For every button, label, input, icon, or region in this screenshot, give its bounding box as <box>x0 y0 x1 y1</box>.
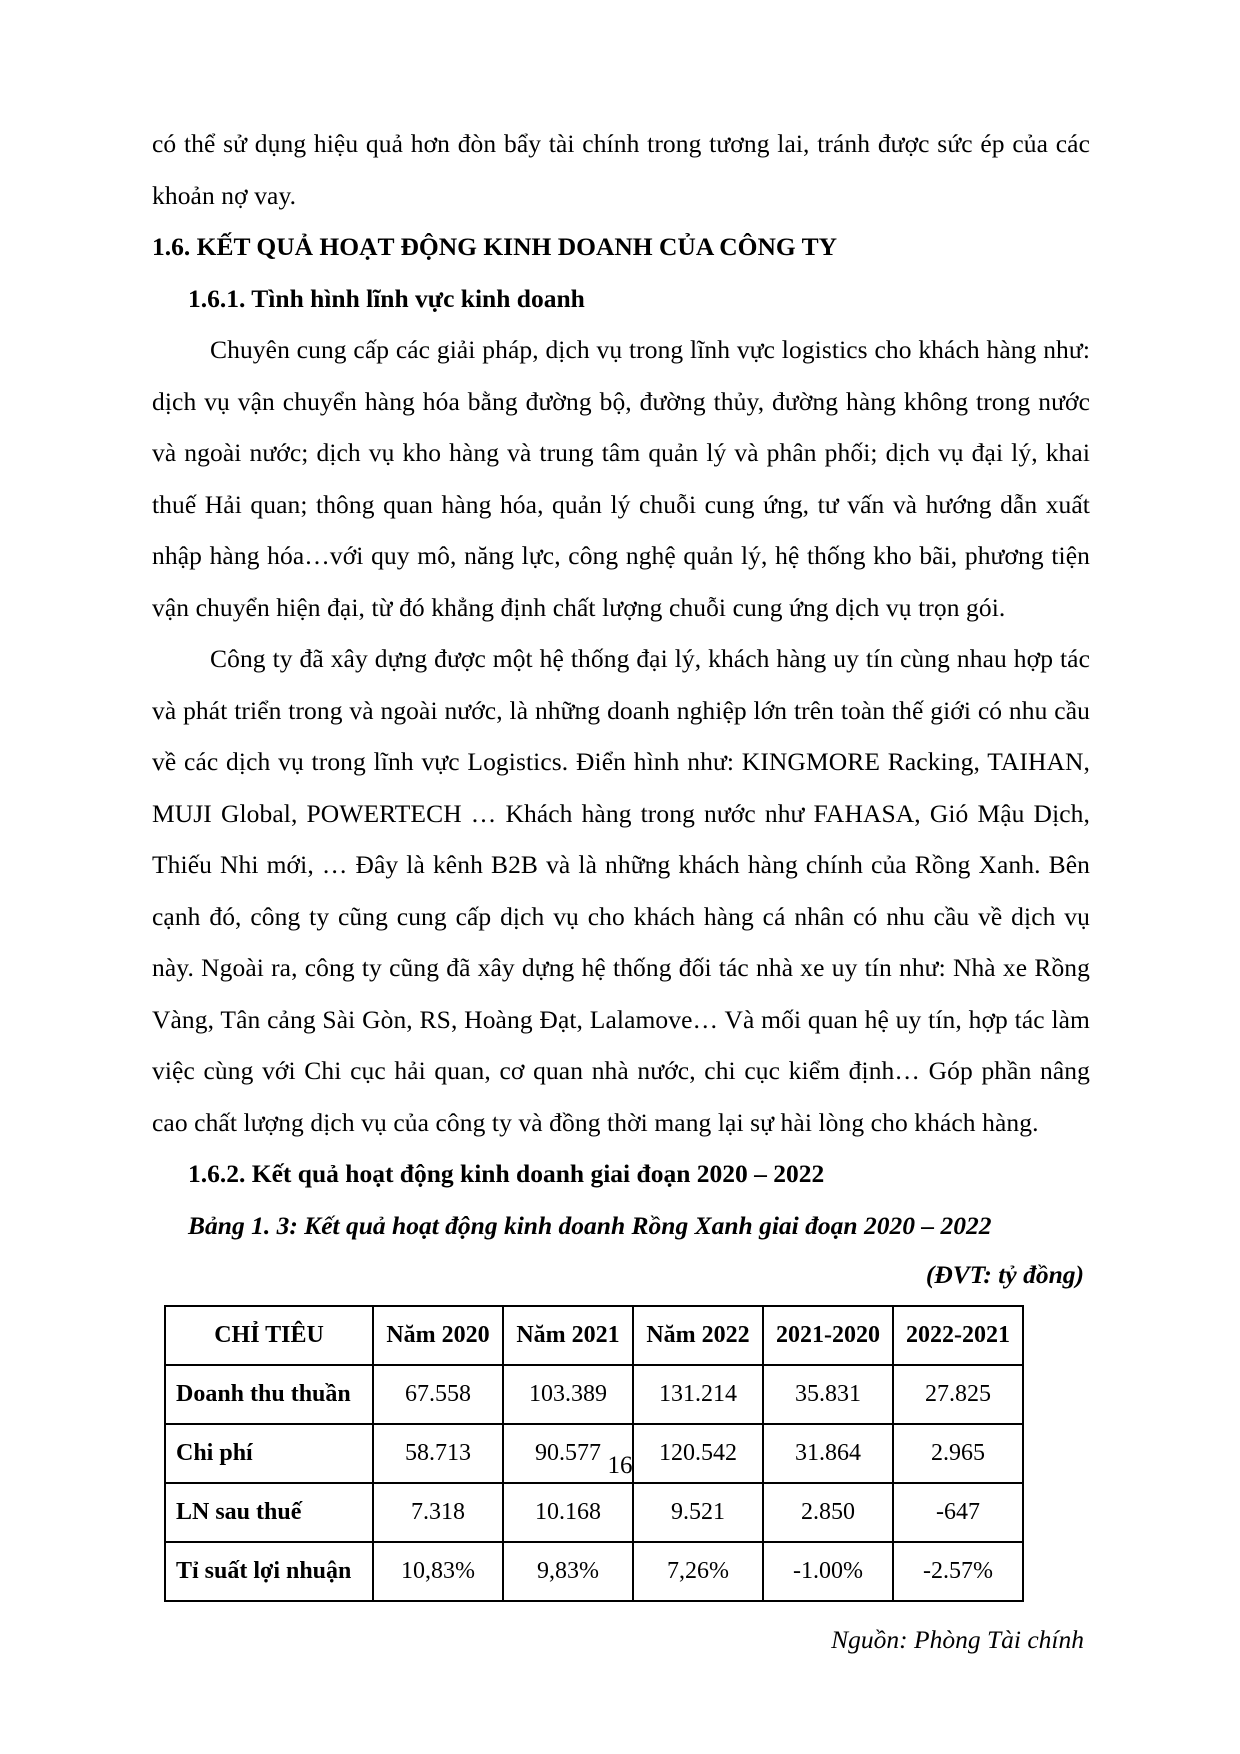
table-source: Nguồn: Phòng Tài chính <box>831 1625 1084 1655</box>
row-label: Tỉ suất lợi nhuận <box>165 1542 373 1601</box>
cell-value: 67.558 <box>373 1365 503 1424</box>
cell-value: 2.965 <box>893 1424 1023 1483</box>
cell-value: 120.542 <box>633 1424 763 1483</box>
table-header-row <box>165 1306 1023 1365</box>
table-row <box>165 1483 1023 1542</box>
column-header-year-2020: Năm 2020 <box>373 1306 503 1365</box>
heading-section-1-6-2: 1.6.2. Kết quả hoạt động kinh doanh giai đoạn 2020 – 2022 <box>188 1159 825 1188</box>
column-header-indicator: CHỈ TIÊU <box>165 1306 373 1365</box>
cell-value: 7.318 <box>373 1483 503 1542</box>
cell-value: 10.168 <box>503 1483 633 1542</box>
table-unit-label: (ĐVT: tỷ đồng) <box>925 1260 1084 1289</box>
cell-value: -2.57% <box>893 1542 1023 1601</box>
paragraph-partners: Công ty đã xây dựng được một hệ thống đại lý, khách hàng uy tín cùng nhau hợp tác và phát triển trong và ngoài nước, là những doanh nghiệp lớn trên toàn thế giới có nhu cầu về các dịch vụ trong lĩnh vực Logistics. Điển hình như: KINGMORE Racking, TAIHAN, MUJI Global, POWERTECH … Khách hàng trong nước như FAHASA, Gió Mậu Dịch, Thiếu Nhi mới, … Đây là kênh B2B và là những khách hàng chính của Rồng Xanh. Bên cạnh đó, công ty cũng cung cấp dịch vụ cho khách hàng cá nhân có nhu cầu về dịch vụ này. Ngoài ra, công ty cũng đã xây dựng hệ thống đối tác nhà xe uy tín như: Nhà xe Rồng Vàng, Tân cảng Sài Gòn, RS, Hoàng Đạt, Lalamove… Và mối quan hệ uy tín, hợp tác làm việc cùng với Chi cục hải quan, cơ quan nhà nước, chi cục kiểm định… Góp phần nâng cao chất lượng dịch vụ của công ty và đồng thời mang lại sự hài lòng cho khách hàng. <box>152 644 1090 1137</box>
cell-value: 7,26% <box>633 1542 763 1601</box>
row-label: LN sau thuế <box>165 1483 373 1542</box>
cell-value: 9.521 <box>633 1483 763 1542</box>
column-header-year-2021: Năm 2021 <box>503 1306 633 1365</box>
column-header-delta-2022-2021: 2022-2021 <box>893 1306 1023 1365</box>
row-label: Chi phí <box>165 1424 373 1483</box>
column-header-delta-2021-2020: 2021-2020 <box>763 1306 893 1365</box>
cell-value: 10,83% <box>373 1542 503 1601</box>
cell-value: 2.850 <box>763 1483 893 1542</box>
table-row <box>165 1365 1023 1424</box>
cell-value: 131.214 <box>633 1365 763 1424</box>
paragraph-business-scope: Chuyên cung cấp các giải pháp, dịch vụ trong lĩnh vực logistics cho khách hàng như: dịch vụ vận chuyển hàng hóa bằng đường bộ, đường thủy, đường hàng không trong nước và ngoài nước; dịch vụ kho hàng và trung tâm quản lý và phân phối; dịch vụ đại lý, khai thuế Hải quan; thông quan hàng hóa, quản lý chuỗi cung ứng, tư vấn và hướng dẫn xuất nhập hàng hóa…với quy mô, năng lực, công nghệ quản lý, hệ thống kho bãi, phương tiện vận chuyển hiện đại, từ đó khẳng định chất lượng chuỗi cung ứng dịch vụ trọn gói. <box>152 335 1090 622</box>
cell-value: 103.389 <box>503 1365 633 1424</box>
heading-section-1-6-1: 1.6.1. Tình hình lĩnh vực kinh doanh <box>188 283 585 313</box>
cell-value: 27.825 <box>893 1365 1023 1424</box>
cell-value: -647 <box>893 1483 1023 1542</box>
paragraph-intro-continued: có thể sử dụng hiệu quả hơn đòn bẩy tài chính trong tương lai, tránh được sức ép của các khoản nợ vay. <box>152 129 1090 210</box>
table-row <box>165 1542 1023 1601</box>
table-caption: Bảng 1. 3: Kết quả hoạt động kinh doanh Rồng Xanh giai đoạn 2020 – 2022 <box>188 1210 992 1240</box>
cell-value: -1.00% <box>763 1542 893 1601</box>
row-label: Doanh thu thuần <box>165 1365 373 1424</box>
column-header-year-2022: Năm 2022 <box>633 1306 763 1365</box>
cell-value: 31.864 <box>763 1424 893 1483</box>
page-number: 16 <box>607 1452 633 1479</box>
cell-value: 58.713 <box>373 1424 503 1483</box>
heading-section-1-6: 1.6. KẾT QUẢ HOẠT ĐỘNG KINH DOANH CỦA CÔNG TY <box>152 232 838 261</box>
cell-value: 35.831 <box>763 1365 893 1424</box>
cell-value: 90.577 <box>503 1424 633 1483</box>
cell-value: 9,83% <box>503 1542 633 1601</box>
